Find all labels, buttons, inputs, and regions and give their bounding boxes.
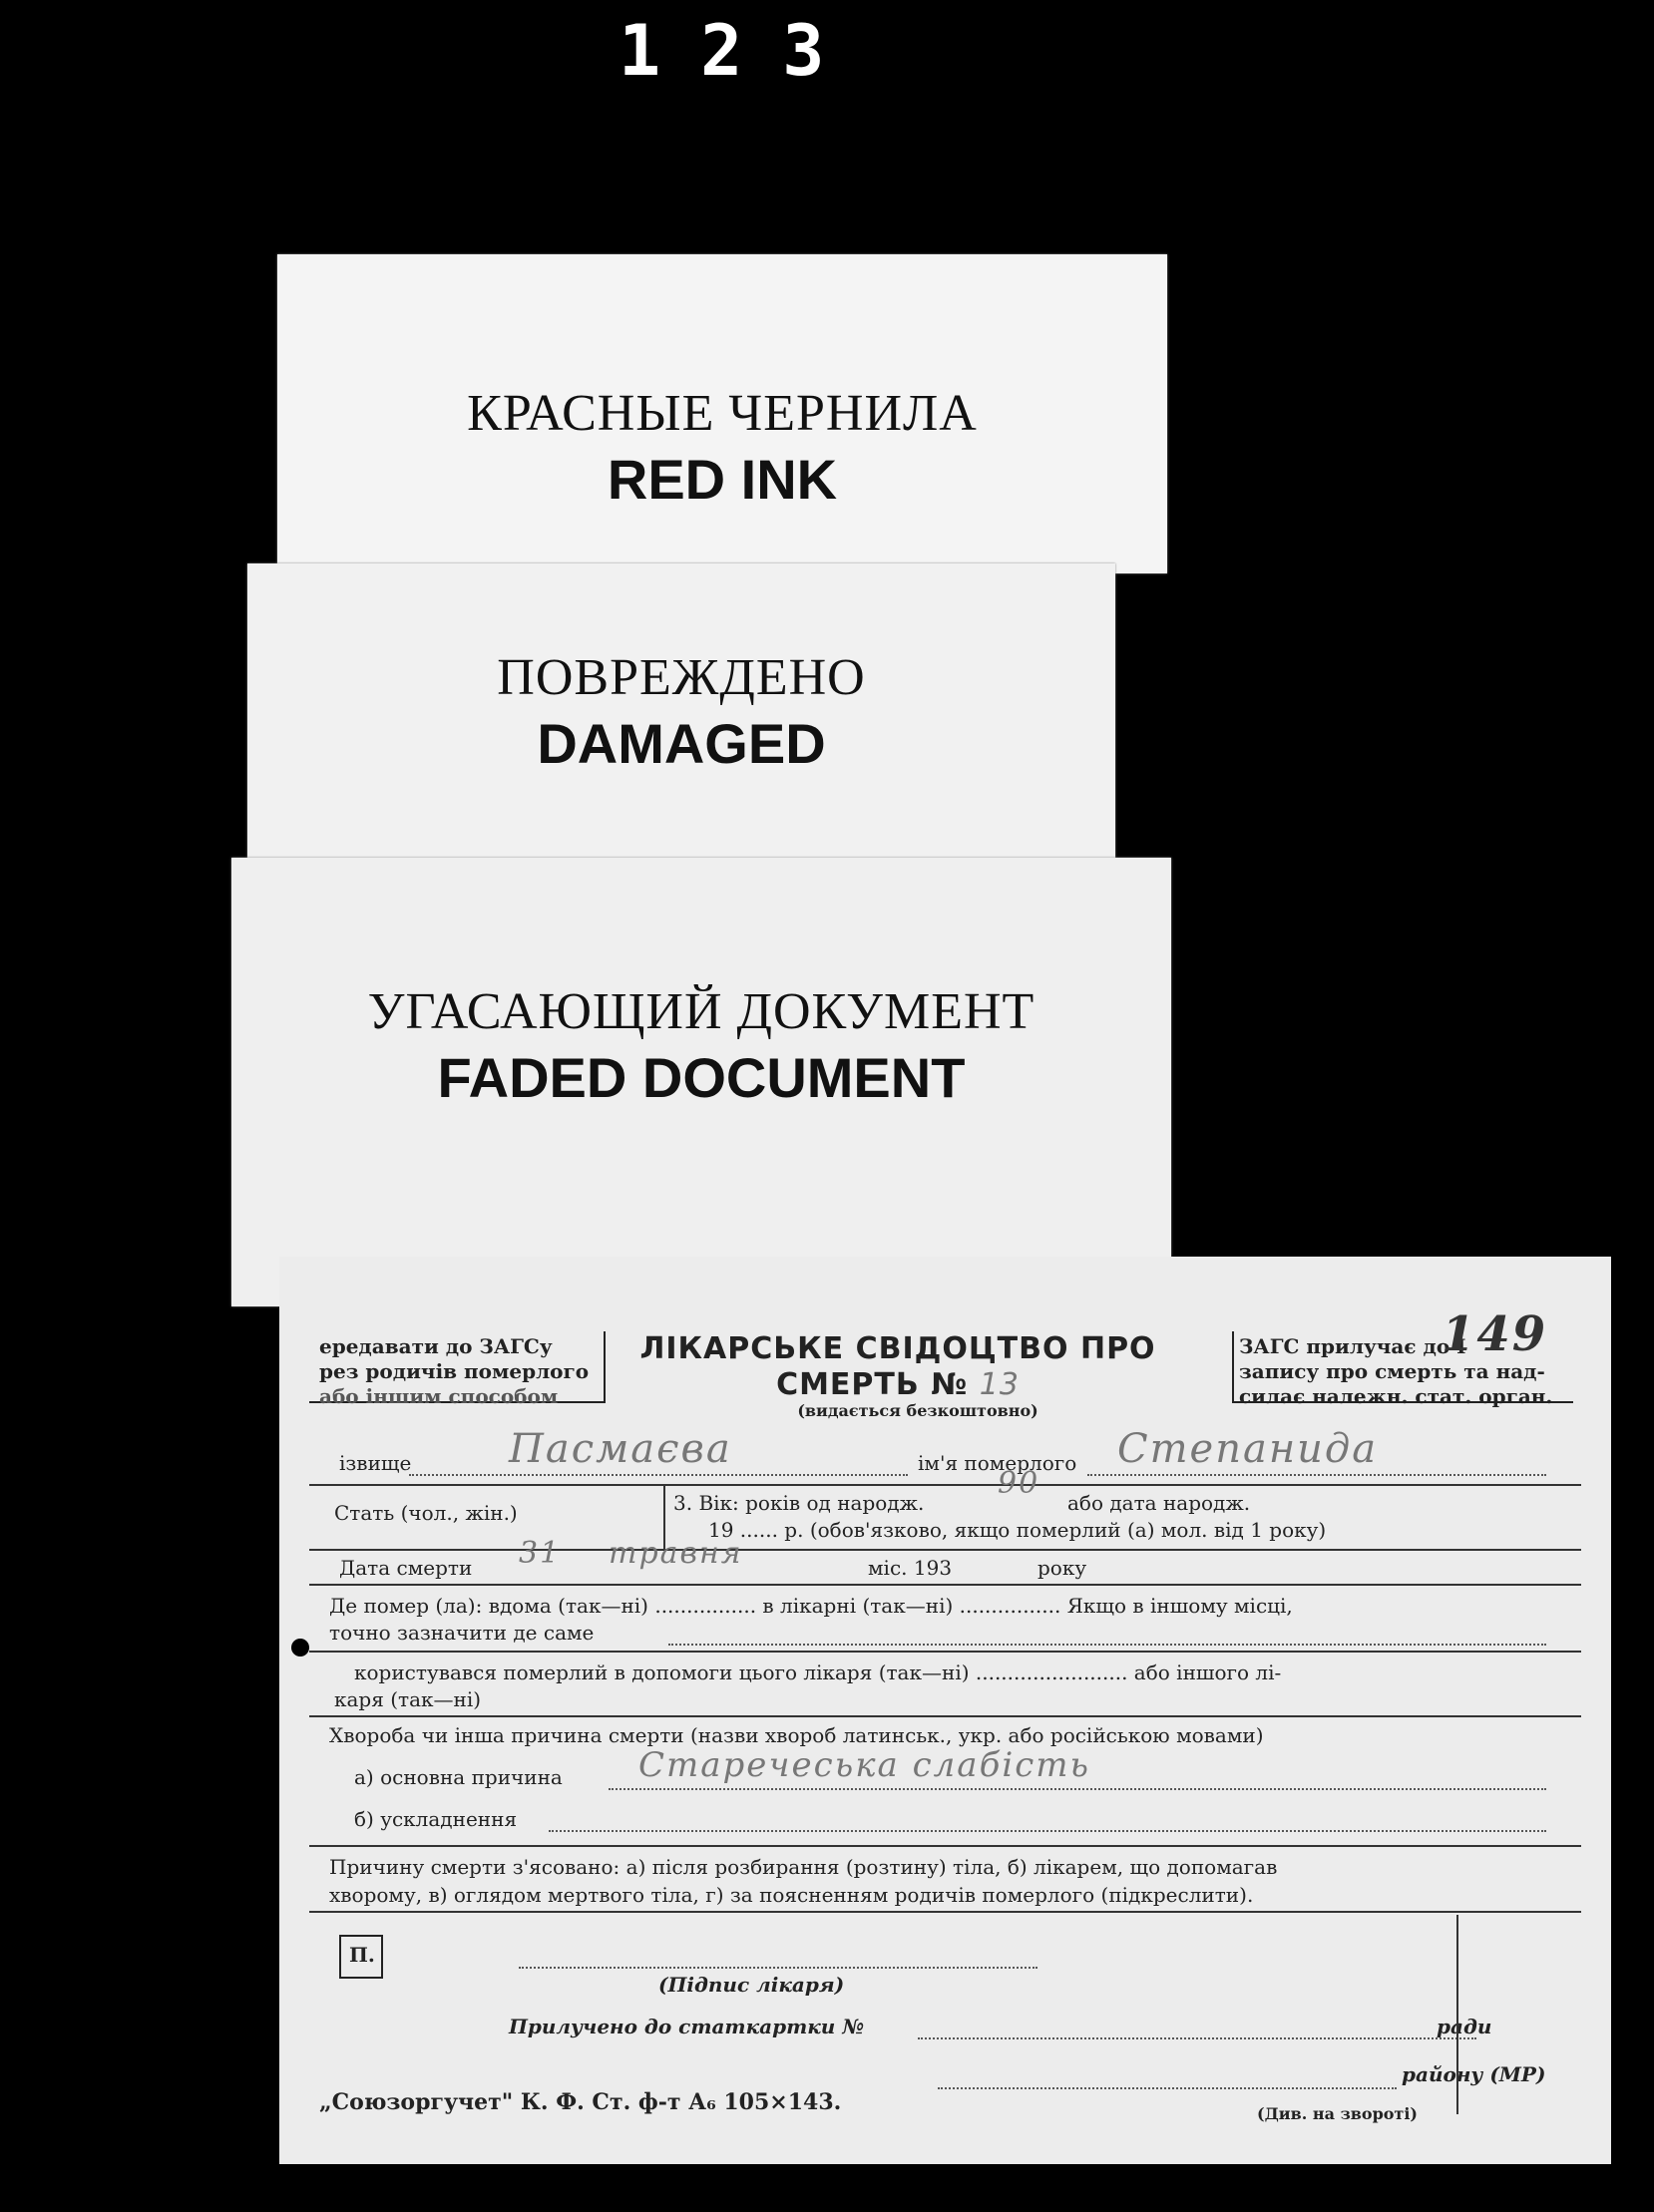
faded-ru-label: УГАСАЮЩИЙ ДОКУМЕНТ: [367, 983, 1035, 1040]
frame-number: 123: [619, 10, 865, 92]
divider-2: [309, 1549, 1581, 1551]
damaged-ru-label: ПОВРЕЖДЕНО: [497, 649, 866, 706]
district-line: [938, 2087, 1397, 2089]
doctor-line: користувався померлий в допомоги цього лікаря (так—ні) ........................ або іншого лі-: [354, 1660, 1282, 1684]
divider-5: [309, 1715, 1581, 1717]
see-reverse-note: (Див. на звороті): [1257, 2104, 1418, 2123]
damaged-card: [247, 563, 1115, 903]
left-box-line-1: ередавати до ЗАГСу: [319, 1334, 553, 1358]
attached-label: Прилучено до статкартки №: [509, 2015, 865, 2038]
stamp-number: 149: [1442, 1306, 1548, 1362]
age-value: 90: [998, 1466, 1040, 1501]
birthdate-label: або дата народж.: [1067, 1491, 1251, 1515]
title-number-label: СМЕРТЬ №: [776, 1367, 969, 1402]
red-ink-card: [277, 254, 1167, 573]
divider-1: [309, 1484, 1581, 1486]
left-box-line-2: рез родичів померлого: [319, 1359, 590, 1383]
death-place-line-2: точно зазначити де саме: [329, 1621, 595, 1645]
name-value: Степанида: [1117, 1426, 1379, 1472]
attached-line: [918, 2037, 1476, 2039]
doctor-line-2: каря (так—ні): [334, 1687, 482, 1711]
right-box-line-2: запису про смерть та над-: [1239, 1359, 1545, 1383]
cause-established-line: Причину смерти з'ясовано: а) після розбирання (розтину) тіла, б) лікарем, що допомагав: [329, 1855, 1278, 1879]
red-ink-en-label: RED INK: [607, 448, 838, 511]
death-certificate: [279, 1257, 1611, 2164]
certificate-title: [638, 1331, 1157, 1403]
faded-card: [231, 858, 1171, 1306]
name-label: ім'я померлого: [918, 1451, 1077, 1475]
certificate-subtitle: (видається безкоштовно): [797, 1401, 1038, 1420]
seal-label: П.: [349, 1943, 375, 1967]
death-place-line: Де помер (ла): вдома (так—ні) ................ в лікарні (так—ні) ................ Якщо в іншому місці,: [329, 1594, 1293, 1618]
main-cause-line: [609, 1788, 1546, 1790]
death-month: травня: [609, 1536, 743, 1571]
right-box-line-1: ЗАГС прилучає до I: [1239, 1334, 1466, 1358]
name-line: [1087, 1474, 1546, 1476]
punch-hole-1: [291, 1639, 309, 1657]
right-margin-line: [1456, 1915, 1458, 2114]
divider-6: [309, 1845, 1581, 1847]
cause-established-line-2: хворому, в) оглядом мертвого тіла, г) за поясненням родичів померлого (підкреслити).: [329, 1883, 1254, 1907]
left-box-line-3: або іншим способом: [319, 1384, 559, 1408]
red-ink-ru-label: КРАСНЫЕ ЧЕРНИЛА: [467, 385, 978, 442]
death-place-fill-line: [668, 1644, 1546, 1646]
divider-7: [309, 1911, 1581, 1913]
death-date-label: Дата смерти: [339, 1556, 473, 1580]
birth-year-line: 19 ...... р. (обов'язково, якщо померлий (а) мол. від 1 року): [708, 1518, 1327, 1542]
death-year-label: року: [1037, 1556, 1087, 1580]
death-day: 31: [519, 1536, 562, 1571]
main-cause-value: Старечеська слабість: [638, 1745, 1090, 1785]
surname-line: [409, 1474, 908, 1476]
complication-label: б) ускладнення: [354, 1807, 518, 1831]
attached-suffix: ради: [1437, 2015, 1492, 2038]
divider-4: [309, 1651, 1581, 1653]
signature-label: (Підпис лікаря): [658, 1973, 845, 1997]
signature-line: [519, 1967, 1037, 1969]
disease-line: Хвороба чи інша причина смерти (назви хвороб латинськ., укр. або російською мовами): [329, 1723, 1264, 1747]
complication-line: [549, 1830, 1546, 1832]
death-month-label: міс. 193: [868, 1556, 953, 1580]
printer-imprint: „Союзоргучет" К. Ф. Ст. ф-т А₆ 105×143.: [319, 2089, 842, 2115]
district-label: району (МР): [1402, 2062, 1546, 2086]
certificate-number: 13: [979, 1367, 1020, 1402]
surname-value: Пасмаєва: [509, 1426, 732, 1472]
faded-en-label: FADED DOCUMENT: [437, 1046, 966, 1109]
damaged-en-label: DAMAGED: [537, 712, 826, 775]
sex-label: Стать (чол., жін.): [334, 1501, 518, 1525]
title-line-2: [638, 1367, 1157, 1403]
right-box-line-3: силає належн. стат. орган.: [1239, 1384, 1553, 1408]
main-cause-label: а) основна причина: [354, 1765, 563, 1789]
surname-label: ізвище: [339, 1451, 412, 1475]
title-line-1: ЛІКАРСЬКЕ СВІДОЦТВО ПРО: [639, 1331, 1156, 1366]
punch-hole-2: [261, 1720, 279, 1738]
age-label: 3. Вік: років од народж.: [673, 1491, 925, 1515]
divider-3: [309, 1584, 1581, 1586]
